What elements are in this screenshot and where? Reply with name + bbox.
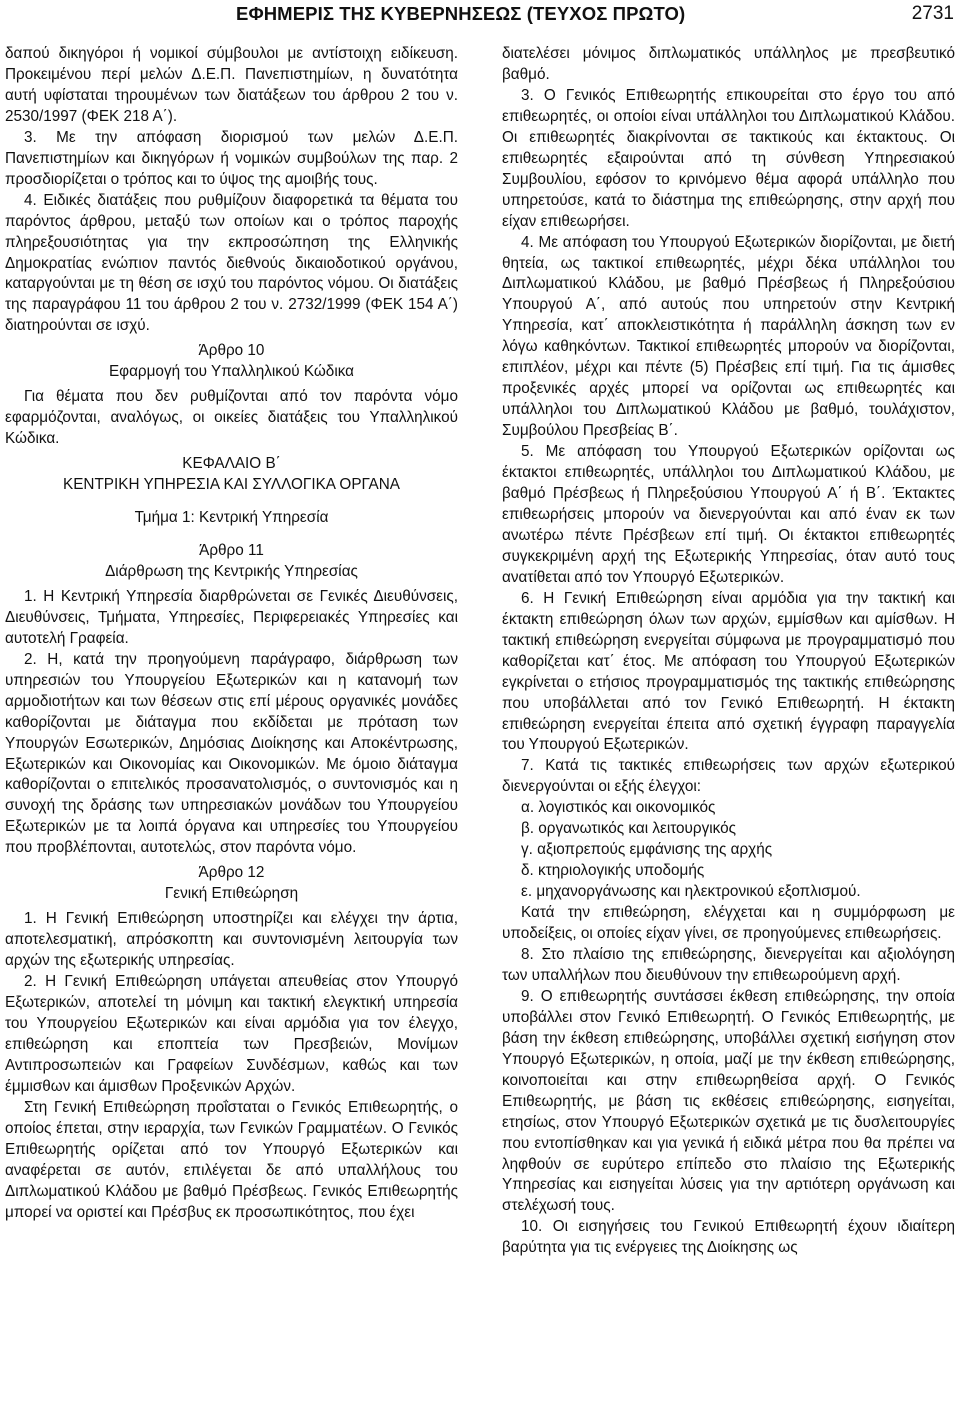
- article-12-title: Γενική Επιθεώρηση: [164, 885, 299, 903]
- paragraph-10: 10. Οι εισηγήσεις του Γενικού Επιθεωρητή έχουν ιδιαίτερη βαρύτητα για τις ενέργειες της Διοίκησης ως: [502, 1218, 955, 1257]
- paragraph-5: 5. Με απόφαση του Υπουργού Εξωτερικών ορίζονται ως έκτακτοι επιθεωρητές, υπάλληλοι του Διπλωματικού Κλάδου, με βαθμό Πρέσβεως ή Πληρεξούσιου Υπουργού Α΄ ή Β΄. Έκτακτες επιθεωρήσεις μπορούν να διενεργούνται και από έναν εκ των ανωτέρω πέντε Πρέσβεων επί τιμή. Οι έκτακτοι επιθεωρητές συγκεκριμένη αρχή της Εξωτερικής Υπηρεσίας, όταν αυτό τους ανατίθεται από τον Υπουργό Εξωτερικών.: [502, 443, 955, 586]
- article-10-heading: Άρθρο 10: [198, 342, 265, 360]
- gazette-title: ΕΦΗΜΕΡΙΣ ΤΗΣ ΚΥΒΕΡΝΗΣΕΩΣ (ΤΕΥΧΟΣ ΠΡΩΤΟ): [236, 3, 686, 24]
- paragraph-4: 4. Με απόφαση του Υπουργού Εξωτερικών διορίζονται, με διετή θητεία, ως τακτικοί επιθεωρητές, μέχρι δέκα υπάλληλοι του Διπλωματικού Κλάδου, με βαθμό Πρέσβεως ή Πληρεξούσιου Υπουργού Α΄, από αυτούς που υπηρετούν στην Κεντρική Υπηρεσία, κατ΄ αποκλειστικότητα ή παράλληλη άσκηση των εν λόγω καθηκόντων. Τακτικοί επιθεωρητές μπορούν να διορίζονται, επιπλέον, μέχρι και πέντε (5) Πρέσβεις επί τιμή. Για τις άμισθες προξενικές αρχές μπορεί να ορίζονται ως επιθεωρητές και υπάλληλοι του Διπλωματικού Κλάδου με βαθμό, τουλάχιστον, Συμβούλου Πρεσβείας Β΄.: [502, 233, 955, 440]
- article-11-paragraph-1: 1. Η Κεντρική Υπηρεσία διαρθρώνεται σε Γενικές Διευθύνσεις, Διευθύνσεις, Τμήματα, Υπηρεσίες, Περιφερειακές Υπηρεσίες και αυτοτελή Γραφεία.: [5, 587, 458, 647]
- list-item-b: β. οργανωτικός και λειτουργικός: [521, 820, 737, 838]
- paragraph-4: 4. Ειδικές διατάξεις που ρυθμίζουν διαφορετικά τα θέματα του παρόντος άρθρου, μεταξύ των οποίων και ο τρόπος παροχής πληρεξουσιότητας για την εκπροσώπηση της Ελληνικής Δημοκρατίας ενώπιον παντός διεθνούς δικαιοδοτικού οργάνου, καταργούνται με τη θέση σε ισχύ του παρόντος νόμου. Οι διατάξεις της παραγράφου 11 του άρθρου 2 του ν. 2732/1999 (ΦΕΚ 154 Α΄) διατηρούνται σε ισχύ.: [5, 191, 458, 335]
- article-12-paragraph-2: 2. Η Γενική Επιθεώρηση υπάγεται απευθείας στον Υπουργό Εξωτερικών, αποτελεί τη μόνιμη και τακτική ελεγκτική υπηρεσία του Υπουργείου Εξωτερικών και είναι αρμόδια για τον έλεγχο, επιθεώρηση και εποπτεία των Πρεσβειών, Μονίμων Αντιπροσωπειών και Γραφείων Συνδέσμων, καθώς και των έμμισθων και άμισθων Προξενικών Αρχών.: [5, 973, 458, 1095]
- right-column: [502, 44, 955, 1259]
- paragraph-7: 7. Κατά τις τακτικές επιθεωρήσεις των αρχών εξωτερικού διενεργούνται οι εξής έλεγχοι:: [502, 757, 955, 796]
- list-item-e: ε. μηχανοργάνωσης και ηλεκτρονικού εξοπλισμού.: [521, 883, 861, 901]
- left-column: [5, 44, 458, 1223]
- list-item-a: α. λογιστικός και οικονομικός: [521, 799, 716, 817]
- paragraph-continuation: δαπού δικηγόροι ή νομικοί σύμβουλοι με αντίστοιχη ειδίκευση. Προκειμένου περί μελών Δ.Ε.Π. Πανεπιστημίων, η δυνατότητα αυτή υφίσταται τηρουμένων των διατάξεων του άρθρου 2 του ν. 2530/1997 (ΦΕΚ 218 Α΄).: [5, 45, 458, 125]
- article-11-paragraph-2: 2. Η, κατά την προηγούμενη παράγραφο, διάρθρωση των υπηρεσιών του Υπουργείου Εξωτερικών και η κατανομή των αρμοδιοτήτων και των θέσεων στις επί μέρους οργανικές μονάδες καθορίζονται με διάταγμα που εκδίδεται με πρόταση των Υπουργών Εσωτερικών, Δημόσιας Διοίκησης και Αποκέντρωσης, Εξωτερικών και Οικονομίας και Οικονομικών. Με όμοιο διάταγμα καθορίζονται ο επιτελικός προσανατολισμός, ο συντονισμός και η συνοχή της δράσης των υπηρεσιακών μονάδων του Υπουργείου Εξωτερικών με τα λοιπά όργανα και υπηρεσίες του Υπουργείου που προβλέπονται, αυτοτελώς, στον παρόντα νόμο.: [5, 650, 458, 857]
- article-11-heading: Άρθρο 11: [199, 541, 264, 559]
- page-header: [0, 0, 960, 44]
- article-10-title: Εφαρμογή του Υπαλληλικού Κώδικα: [108, 363, 355, 381]
- section-heading: Τμήμα 1: Κεντρική Υπηρεσία: [134, 509, 329, 527]
- article-12-heading: Άρθρο 12: [198, 864, 265, 882]
- paragraph-3: 3. Με την απόφαση διορισμού των μελών Δ.Ε.Π. Πανεπιστημίων και δικηγόρων ή νομικών συμβούλων της παρ. 2 προσδιορίζεται ο τρόπος και το ύψος της αμοιβής τους.: [5, 128, 458, 188]
- paragraph-9: 9. Ο επιθεωρητής συντάσσει έκθεση επιθεώρησης, την οποία υποβάλλει στον Γενικό Επιθεωρητή. Ο Γενικός Επιθεωρητής, με βάση την έκθεση επιθεώρησης, υποβάλλει σχετική εισήγηση στον Υπουργό Εξωτερικών, η οποία, μαζί με την έκθεση επιθεώρησης, κοινοποιείται και στην επιθεωρηθείσα αρχή. Ο Γενικός Επιθεωρητής, με βάση τις εκθέσεις επιθεώρησης, εισηγείται, ετησίως, στον Υπουργό Εξωτερικών σχετικά με τις δυσλειτουργίες που εντοπίσθηκαν και για γενικά ή ειδικά μέτρα που θα πρέπει να ληφθούν σε ευρύτερο επίπεδο στο πλαίσιο της Εξωτερικής Υπηρεσίας και εισηγείται λύσεις για την αρτιότερη οργάνωση και στελέχωσή τους.: [502, 987, 955, 1215]
- article-12-paragraph-1: 1. Η Γενική Επιθεώρηση υποστηρίζει και ελέγχει την άρτια, αποτελεσματική, απρόσκοπτη και συντονισμένη λειτουργία των αρχών της εξωτερικής υπηρεσίας.: [5, 910, 458, 970]
- page-number: 2731: [911, 3, 954, 24]
- list-item-c: γ. αξιοπρεπούς εμφάνισης της αρχής: [521, 841, 773, 859]
- paragraph-continuation: διατελέσει μόνιμος διπλωματικός υπάλληλος με πρεσβευτικό βαθμό.: [502, 45, 955, 83]
- chapter-heading: ΚΕΦΑΛΑΙΟ Β΄: [182, 455, 281, 473]
- chapter-title: ΚΕΝΤΡΙΚΗ ΥΠΗΡΕΣΙΑ ΚΑΙ ΣΥΛΛΟΓΙΚΑ ΟΡΓΑΝΑ: [63, 476, 400, 494]
- article-10-body: Για θέματα που δεν ρυθμίζονται από τον παρόντα νόμο εφαρμόζονται, αναλόγως, οι οικείες διατάξεις του Υπαλληλικού Κώδικα.: [5, 388, 458, 448]
- paragraph-8: 8. Στο πλαίσιο της επιθεώρησης, διενεργείται και αξιολόγηση των υπαλλήλων που διευθύνουν την επιθεωρούμενη αρχή.: [502, 945, 955, 984]
- paragraph-6: 6. Η Γενική Επιθεώρηση είναι αρμόδια για την τακτική και έκτακτη επιθεώρηση όλων των αρχών, εμμίσθων και αμίσθων. Η τακτική επιθεώρηση ενεργείται σύμφωνα με προγραμματισμό που καθορίζεται κατ΄ έτος. Με απόφαση του Υπουργού Εξωτερικών εγκρίνεται ο ετήσιος προγραμματισμός της τακτικής επιθεώρησης που υποβάλλεται από τον Γενικό Επιθεωρητή. Η έκτακτη επιθεώρηση ενεργείται έπειτα από σχετική έγγραφη παραγγελία του Υπουργού Εξωτερικών.: [502, 589, 955, 754]
- paragraph-7-note: Κατά την επιθεώρηση, ελέγχεται και η συμμόρφωση με υποδείξεις, οι οποίες είχαν γίνει, σε προηγούμενες επιθεωρήσεις.: [502, 904, 955, 943]
- list-item-d: δ. κτηριολογικής υποδομής: [521, 862, 705, 880]
- paragraph-3: 3. Ο Γενικός Επιθεωρητής επικουρείται στο έργο του από επιθεωρητές, οι οποίοι είναι υπάλληλοι του Διπλωματικού Κλάδου. Οι επιθεωρητές διακρίνονται σε τακτικούς και έκτακτους. Οι επιθεωρητές εξαιρούνται από τη σύνθεση Υπηρεσιακού Συμβουλίου, εφόσον το κρινόμενο θέμα αφορά υπάλληλο που υπηρετούσε, κατά το διάστημα της επιθεώρησης, στην αρχή που είχαν επιθεωρήσει.: [502, 86, 955, 230]
- article-12-paragraph-2b: Στη Γενική Επιθεώρηση προΐσταται ο Γενικός Επιθεωρητής, ο οποίος έπεται, στην ιεραρχία, των Γενικών Γραμματέων. Ο Γενικός Επιθεωρητής ορίζεται από τον Υπουργό Εξωτερικών και αναφέρεται σε αυτόν, επιλέγεται δε από υπαλλήλους του Διπλωματικού Κλάδου με βαθμό Πρέσβεως. Γενικός Επιθεωρητής μπορεί να οριστεί και Πρέσβυς εκ προσωπικότητος, που έχει: [5, 1098, 458, 1221]
- article-11-title: Διάρθρωση της Κεντρικής Υπηρεσίας: [105, 562, 358, 580]
